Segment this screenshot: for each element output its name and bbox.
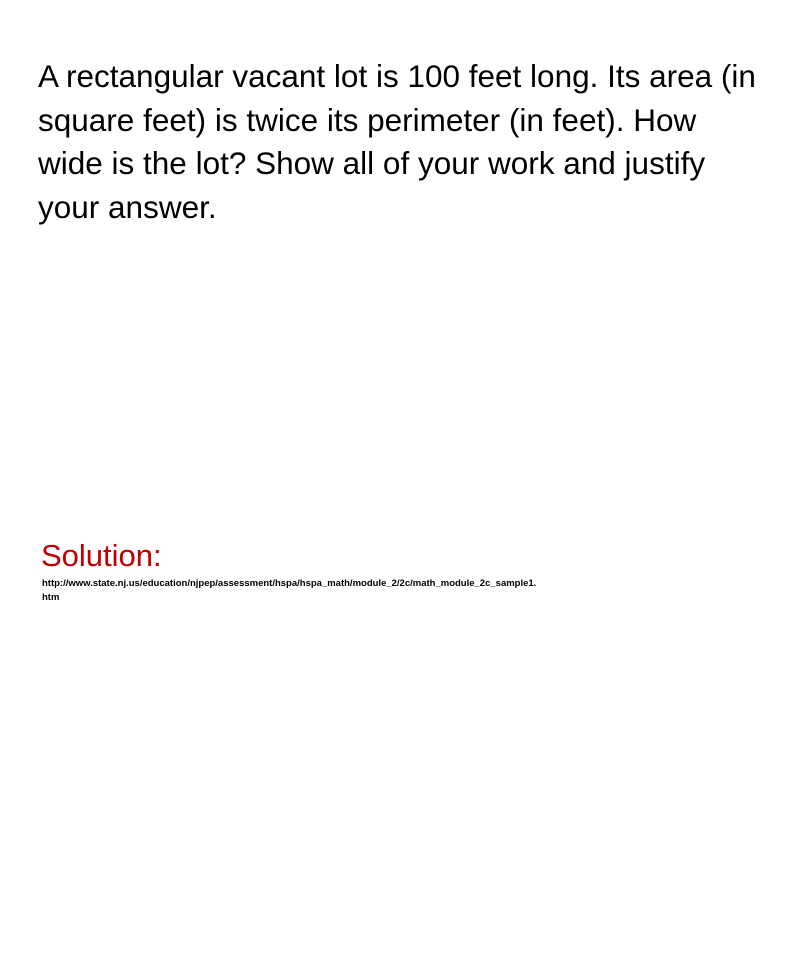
solution-heading: Solution: [41,538,162,573]
source-url-link[interactable] [42,577,642,605]
question-text: A rectangular vacant lot is 100 feet long. Its area (in square feet) is twice its perimeter (in feet). How wide is the lot? Show all of your work and justify your answer. [38,58,756,225]
source-url-line-2: htm [42,592,60,603]
source-url-line-1: http://www.state.nj.us/education/njpep/assessment/hspa/hspa_math/module_2/2c/math_module_2c_sample1. [42,578,537,589]
